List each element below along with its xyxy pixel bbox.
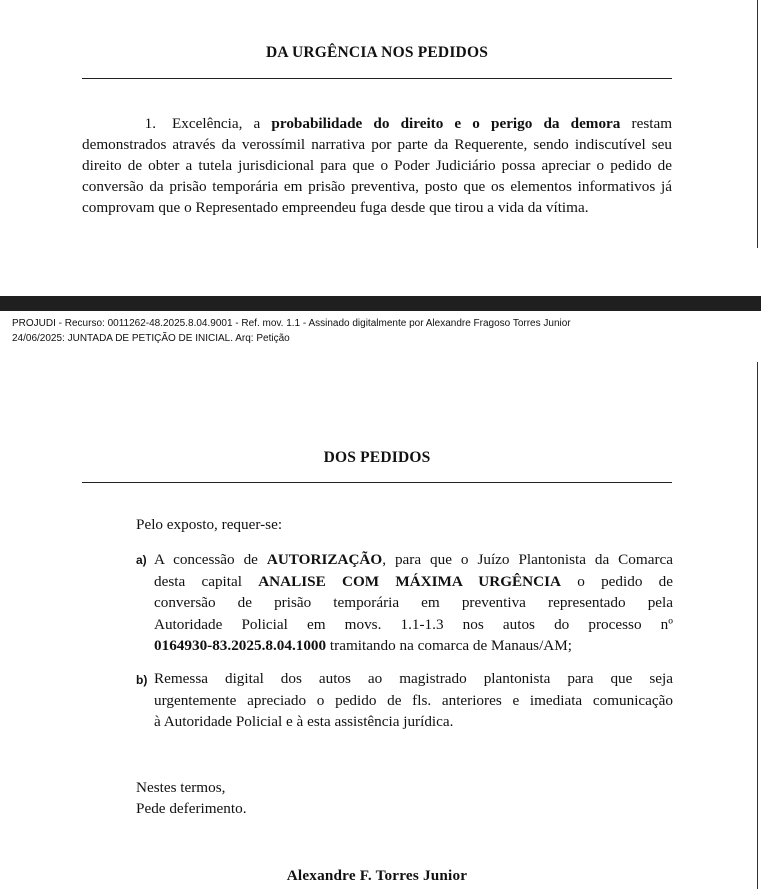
projudi-stamp-line2: 24/06/2025: JUNTADA DE PETIÇÃO DE INICIAL. Arq: Petição <box>12 333 290 344</box>
item-a-line2: desta capital ANALISE COM MÁXIMA URGÊNCIA o pedido de <box>154 572 674 590</box>
section-heading-urgency: DA URGÊNCIA NOS PEDIDOS <box>265 44 489 61</box>
item-a-line3: conversão de prisão temporária em preventiva representado pela <box>154 594 673 611</box>
requests-intro: Pelo exposto, requer-se: <box>136 516 283 533</box>
request-item-a <box>154 549 673 657</box>
page-border-line <box>757 0 758 248</box>
closing-line1: Nestes termos, <box>136 779 226 796</box>
item-a-marker: a) <box>136 553 147 567</box>
para-bold-phrase: probabilidade do direito e o perigo da demora <box>271 115 621 132</box>
item-a-line1: A concessão de AUTORIZAÇÃO, para que o Juízo Plantonista da Comarca <box>154 551 673 568</box>
page-border-line <box>757 362 758 889</box>
item-b-line3: à Autoridade Policial e à esta assistência jurídica. <box>154 713 454 730</box>
page-separator <box>0 296 761 311</box>
item-a-line4: Autoridade Policial em movs. 1.1-1.3 nos autos do processo nº <box>154 615 673 633</box>
paragraph-number: 1. <box>144 115 156 132</box>
urgency-paragraph <box>82 113 672 218</box>
signature-name: Alexandre F. Torres Junior <box>286 867 468 884</box>
para-rest: restam demonstrados através da verossímil narrativa por parte da Requerente, sendo indiscutível seu direito de obter a tutela jurisdicional para que o Poder Judiciário possa apreciar o pedido de conversão da prisão temporária em prisão preventiva, posto que os elementos informativos já comprovam que o Representado empreendeu fuga desde que tirou a vida da vítima. <box>82 115 673 216</box>
item-a-line5: 0164930-83.2025.8.04.1000 tramitando na comarca de Manaus/AM; <box>154 637 572 654</box>
request-item-b <box>154 668 673 733</box>
section-heading-requests: DOS PEDIDOS <box>323 449 431 466</box>
closing-line2: Pede deferimento. <box>136 800 247 817</box>
projudi-stamp-line1: PROJUDI - Recurso: 0011262-48.2025.8.04.9001 - Ref. mov. 1.1 - Assinado digitalmente por Alexandre Fragoso Torres Junior <box>12 318 571 329</box>
item-b-marker: b) <box>136 673 148 687</box>
heading-underline <box>82 482 672 483</box>
para-intro: Excelência, a <box>172 115 261 132</box>
item-b-line1: Remessa digital dos autos ao magistrado plantonista para que seja <box>154 670 673 687</box>
heading-underline <box>82 78 672 79</box>
item-b-line2: urgentemente apreciado o pedido de fls. anteriores e imediata comunicação <box>154 691 673 709</box>
